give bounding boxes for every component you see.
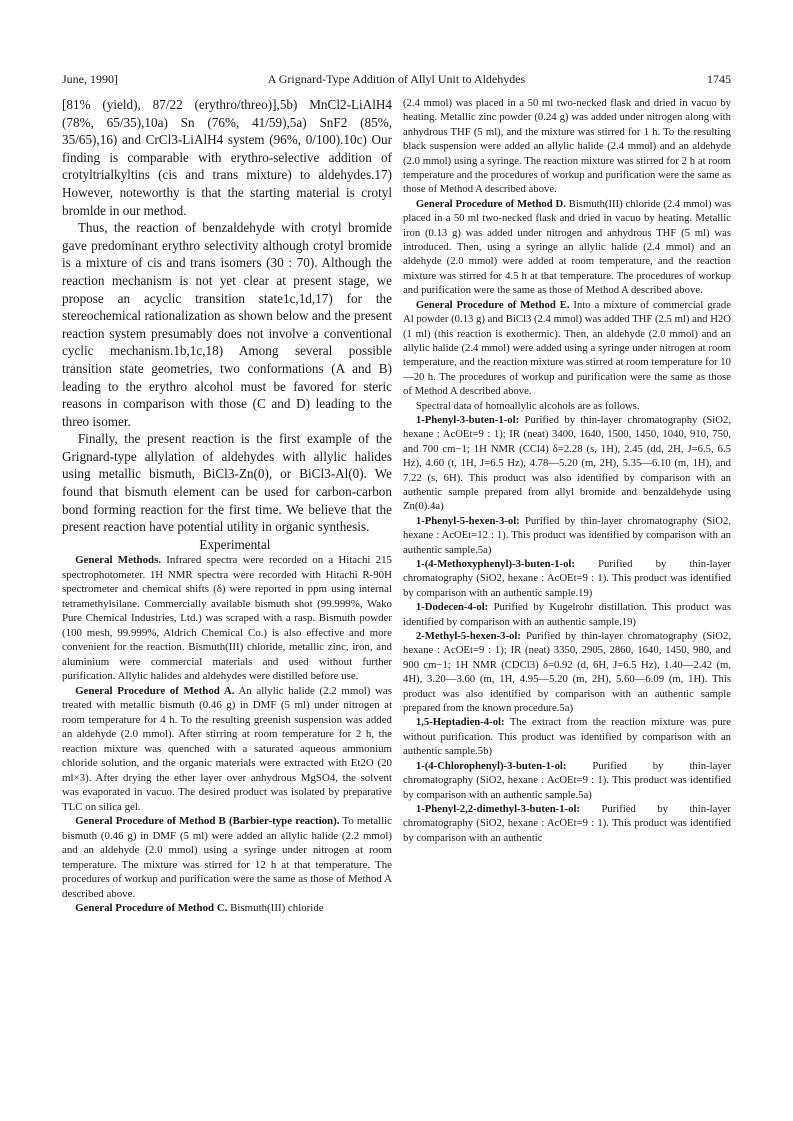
running-header — [62, 72, 731, 90]
compound-entry — [403, 600, 731, 629]
paragraph-method-e — [403, 298, 731, 399]
compound-data: The extract from the reaction mixture was pure without purification. This product was identified by comparison with an authentic sample.5b) — [403, 716, 731, 758]
left-column — [62, 96, 392, 916]
compound-name: 1-(4-Chlorophenyl)-3-buten-1-ol: — [415, 759, 567, 772]
compound-data: Purified by thin-layer chromatography (SiO2, hexane : AcOEt=9 : 1). This product was identified by comparison with an authentic sample.19) — [403, 558, 731, 599]
paragraph-method-c-continued: (2.4 mmol) was placed in a 50 ml two-necked flask and dried in vacuo by heating. Metallic zinc powder (0.24 g) was added under nitrogen along with anhydrous THF (5 ml), and the mixture was stirred for 1 h. To the resulting black suspension were added an allylic halide (2.4 mmol) and an aldehyde (2.0 mmol) using a syringe. The reaction mixture was stirred for 2 h at room temperature and the procedures of workup and purification were the same as those of Method A described above. — [403, 97, 731, 196]
general-methods-body: Infrared spectra were recorded on a Hitachi 215 spectrophotometer. 1H NMR spectra were recorded with Hitachi R-90H spectrometer and chemical shifts (δ) were reported in ppm using internal tetramethylsilane. Commercially available bismuth shot (99.999%, Wako Pure Chemical Industries, Ltd.) was scraped with a rasp. Bismuth powder (100 mesh, 99.999%, Aldrich Chemical Co.) is also effective and more convenient for the reaction. Bismuth(III) chloride, metallic zinc, iron, and aluminium were commercial materials and used without further purification. Allylic halides and aldehydes were distilled before use. — [62, 554, 392, 683]
paragraph-method-a — [62, 684, 392, 815]
compound-data: Purified by thin-layer chromatography (SiO2, hexane : AcOEt=9 : 1); IR (neat) 3400, 1640, 1500, 1450, 1040, 910, 750, and 700 cm−1; 1H NMR (CCl4) δ=2.28 (s, 1H), 2.45 (dd, 2H, J=6.5, 6.5 Hz), 4.60 (t, 1H, J=6.5 Hz), 4.78—5.20 (m, 2H), 5.35—6.10 (m, 1H), and 7.22 (s, 6H). This product was also identified by comparison with an authentic sample prepared from allyl bromide and benzaldehyde using Zn(0).4a) — [403, 413, 731, 513]
method-d-heading: General Procedure of Method D. — [415, 197, 566, 210]
header-title: A Grignard-Type Addition of Allyl Unit to Aldehydes — [267, 72, 526, 86]
paragraph-conclusion: Finally, the present reaction is the first example of the Grignard-type allylation of aldehydes with allylic halides using metallic bismuth, BiCl3-Zn(0), or BiCl3-Al(0). We found that bismuth element can be used for carbon-carbon bond forming reaction for the first time. We believe that the present reaction have potential utility in organic synthesis. — [62, 431, 392, 535]
section-title-experimental: Experimental — [199, 536, 271, 552]
compound-data: Purified by thin-layer chromatography (SiO2, hexane : AcOEt=9 : 1). This product was identified by comparison with an authentic sample.5a) — [403, 759, 731, 801]
paragraph-general-methods — [62, 553, 392, 684]
method-c-heading: General Procedure of Method C. — [75, 902, 228, 915]
method-c-body: Bismuth(III) chloride — [227, 902, 324, 915]
method-a-heading: General Procedure of Method A. — [75, 684, 235, 697]
compound-entry — [403, 802, 731, 845]
header-date: June, 1990] — [62, 72, 118, 86]
compound-name: 1-Dodecen-4-ol: — [415, 601, 489, 614]
page-number: 1745 — [707, 72, 731, 86]
compound-name: 1-Phenyl-5-hexen-3-ol: — [415, 514, 520, 527]
compound-entry — [403, 413, 731, 514]
method-b-heading: General Procedure of Method B (Barbier-type reaction). — [75, 815, 340, 828]
compound-data: Purified by thin-layer chromatography (SiO2, hexane : AcOEt=12 : 1). This product was identified by comparison with an authentic sample.5a) — [403, 514, 731, 556]
compound-name: 1-(4-Methoxyphenyl)-3-buten-1-ol: — [415, 558, 575, 570]
compound-entry — [403, 514, 731, 557]
compound-data: Purified by Kugelrohr distillation. This product was identified by comparison with an authentic sample.19) — [403, 601, 731, 628]
compound-data: Purified by thin-layer chromatography (SiO2, hexane : AcOEt=9 : 1). This product was identified by comparison with an authentic — [403, 802, 731, 844]
method-a-body: An allylic halide (2.2 mmol) was treated with metallic bismuth (0.46 g) in DMF (5 ml) under nitrogen at room temperature for 4 h. To the resulting greenish suspension was added an aldehyde (2.0 mmol). After stirring at room temperature for 2 h, the reaction mixture was quenched with a saturated aqueous ammonium chloride solution, and the organic materials were extracted with Et2O (20 ml×3). After drying the ether layer over anhydrous MgSO4, the solvent was evaporated in vacuo. The desired product was isolated by preparative TLC on silica gel. — [62, 684, 392, 813]
paragraph-method-d — [403, 197, 731, 298]
method-e-heading: General Procedure of Method E. — [415, 298, 570, 311]
method-b-body: To metallic bismuth (0.46 g) in DMF (5 ml) were added an allylic halide (2.2 mmol) and an aldehyde (2.0 mmol) using a syringe under nitrogen at room temperature. The mixture was stirred for 12 h at that temperature. The procedures of workup and purification were the same as those of Method A described above. — [62, 815, 392, 900]
method-d-body: Bismuth(III) chloride (2.4 mmol) was placed in a 50 ml two-necked flask and dried in vacuo by heating. Metallic iron (0.13 g) was added under nitrogen and anhydrous THF (5 ml) was introduced. Then, using a syringe an allylic halide (2.4 mmol) and an aldehyde (2.0 mmol) were added at room temperature, and the reaction mixture was stirred for 4.5 h at that temperature. The procedures of workup and purification were the same as those of Method A described above. — [403, 197, 731, 297]
paragraph-method-c — [62, 901, 392, 916]
right-column — [403, 96, 731, 845]
compound-data: Purified by thin-layer chromatography (SiO2, hexane : AcOEt=9 : 1); IR (neat) 3350, 2905, 2860, 1640, 1450, 980, and 900 cm−1; 1H NMR (CDCl3) δ=0.92 (d, 6H, J=6.5 Hz), 1.40—2.42 (m, 4H), 3.20—3.60 (m, 1H, 4.95—5.20 (m, 2H), 5.60—6.09 (m, 1H). This product was also identified by comparison with an authentic sample prepared from the known procedure.5a) — [403, 630, 731, 715]
compound-name: 2-Methyl-5-hexen-3-ol: — [415, 630, 521, 643]
paragraph-spectral-intro: Spectral data of homoallylic alcohols are as follows. — [415, 399, 640, 412]
compound-name: 1-Phenyl-3-buten-1-ol: — [415, 413, 520, 426]
compound-entry — [403, 629, 731, 715]
paragraph-method-b — [62, 814, 392, 901]
compound-entry — [403, 557, 731, 600]
compound-entry — [403, 759, 731, 802]
general-methods-heading: General Methods. — [75, 554, 162, 567]
method-e-body: Into a mixture of commercial grade Al powder (0.13 g) and BiCl3 (2.4 mmol) was added THF (2.5 ml) and H2O (1 ml) (this reaction is exothermic). Then, an aldehyde (2.0 mmol) and an allylic halide (2.4 mmol) were added using a syringe under nitrogen at room temperature, and the reaction mixture was stirred at room temperature for 10—20 h. The procedures of workup and purification were the same as those of Method A described above. — [403, 298, 731, 398]
compound-name: 1-Phenyl-2,2-dimethyl-3-buten-1-ol: — [415, 802, 580, 815]
paragraph-results: [81% (yield), 87/22 (erythro/threo)],5b) MnCl2-LiAlH4 (78%, 65/35),10a) Sn (76%, 41/59),5a) SnF2 (85%, 35/65),16) and CrCl3-LiAlH4 system (96%, 0/100).10c) Our finding is comparable with erythro-selective addition of crotyltrialkyltins (cis and trans mixture) to aldehydes.17) However, noteworthy is that the starting material is crotyl bromlde in our method. — [62, 97, 392, 218]
paragraph-mechanism: Thus, the reaction of benzaldehyde with crotyl bromide gave predominant erythro selectivity although crotyl bromide is a mixture of cis and trans isomers (30 : 70). Although the reaction mechanism is not yet clear at present stage, we propose an acyclic transition state1c,1d,17) for the stereochemical rationalization as shown below and the present reaction system presumably does not involve a conventional cyclic mechanism.1b,1c,18) Among several possible transition state geometries, two conformations (A and B) leading to the erythro alcohol must be favored for steric reasons in comparison with those (C and D) leading to the threo isomer. — [62, 220, 392, 429]
compound-name: 1,5-Heptadien-4-ol: — [415, 716, 505, 729]
compound-entry — [403, 715, 731, 758]
